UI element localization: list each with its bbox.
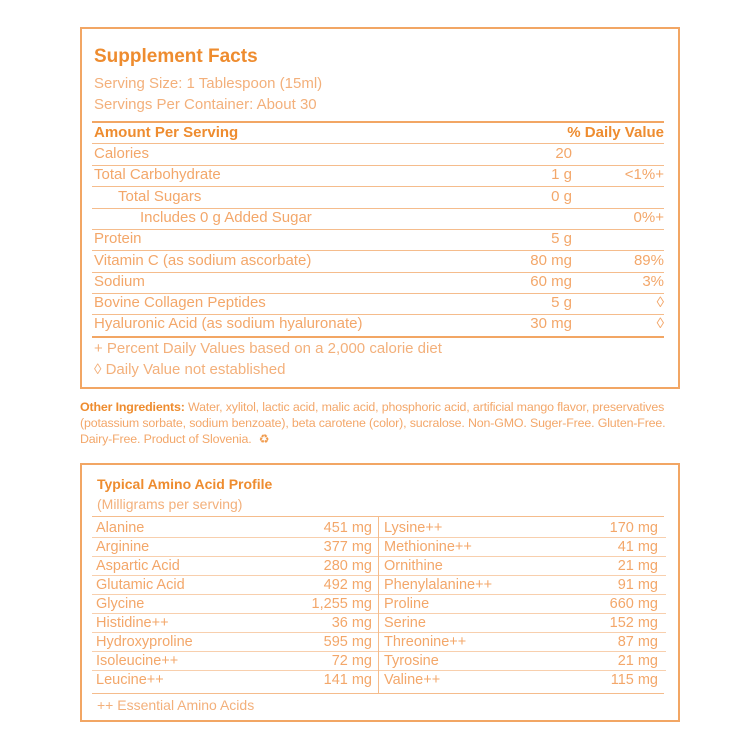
nutrient-row xyxy=(94,294,664,314)
amino-row xyxy=(380,652,666,671)
amino-value: 170 mg xyxy=(609,520,658,536)
nutrient-daily-value: 3% xyxy=(642,272,664,290)
amino-row xyxy=(92,538,380,557)
amino-row xyxy=(380,576,666,595)
amino-name: Alanine xyxy=(96,520,145,536)
amino-name: Ornithine xyxy=(384,558,443,574)
amino-value: 492 mg xyxy=(323,577,372,593)
other-ingredients xyxy=(80,399,686,447)
nutrient-amount: 80 mg xyxy=(530,251,572,269)
amino-value: 660 mg xyxy=(609,596,658,612)
recycle-icon: ♻ xyxy=(258,432,270,446)
amino-name: Glycine xyxy=(96,596,145,612)
nutrient-row xyxy=(94,252,664,272)
nutrient-label: Hyaluronic Acid (as sodium hyaluronate) xyxy=(94,315,363,333)
amino-title: Typical Amino Acid Profile xyxy=(97,476,273,492)
amino-value: 141 mg xyxy=(323,672,372,688)
amino-name: Aspartic Acid xyxy=(96,558,180,574)
nutrient-row xyxy=(94,273,664,293)
amino-value: 36 mg xyxy=(331,615,372,631)
essential-amino-footnote: ++ Essential Amino Acids xyxy=(97,697,255,713)
column-divider xyxy=(378,517,379,693)
nutrient-row xyxy=(94,315,664,335)
supplement-facts-title: Supplement Facts xyxy=(94,46,258,67)
amino-value: 377 mg xyxy=(323,539,372,555)
amino-row xyxy=(380,557,666,576)
amino-subtitle: (Milligrams per serving) xyxy=(97,496,243,512)
amino-column-right xyxy=(380,519,666,690)
amino-name: Proline xyxy=(384,596,430,612)
amino-value: 21 mg xyxy=(617,558,658,574)
amino-row xyxy=(380,595,666,614)
amino-row xyxy=(380,671,666,690)
amino-row xyxy=(92,652,380,671)
amino-row xyxy=(380,538,666,557)
amino-name: Arginine xyxy=(96,539,150,555)
nutrient-label: Sodium xyxy=(94,272,145,290)
nutrient-label: Vitamin C (as sodium ascorbate) xyxy=(94,251,312,269)
amino-row xyxy=(92,519,380,538)
amino-name: Lysine++ xyxy=(384,520,443,536)
nutrient-daily-value: ◊ xyxy=(656,315,664,333)
amino-name: Tyrosine xyxy=(384,653,439,669)
facts-header-row xyxy=(94,124,664,144)
amino-value: 280 mg xyxy=(323,558,372,574)
nutrient-label: Calories xyxy=(94,145,150,162)
amino-value: 91 mg xyxy=(617,577,658,593)
percent-dv-note: + Percent Daily Values based on a 2,000 calorie diet xyxy=(94,340,442,357)
dv-not-established-note: ◊ Daily Value not established xyxy=(94,361,286,378)
nutrient-row xyxy=(94,230,664,250)
amino-value: 595 mg xyxy=(323,634,372,650)
divider xyxy=(92,121,664,123)
other-ingredients-text: Water, xylitol, lactic acid, malic acid, phosphoric acid, artificial mango flavor, preservatives (potassium sorbate, sodium benzoate), beta carotene (color), sucralose. Non-GMO. Suger-Free. Gluten-Free. Dairy-Free. Product of Slovenia. xyxy=(80,400,666,446)
amino-row xyxy=(380,633,666,652)
amino-row xyxy=(92,595,380,614)
amino-column-left xyxy=(92,519,380,690)
divider xyxy=(92,143,664,144)
amino-row xyxy=(92,671,380,690)
amino-name: Glutamic Acid xyxy=(96,577,185,593)
amino-value: 115 mg xyxy=(610,672,658,688)
nutrient-row xyxy=(94,145,664,165)
amino-name: Isoleucine++ xyxy=(96,653,179,669)
amino-row xyxy=(92,633,380,652)
nutrient-daily-value: ◊ xyxy=(656,294,664,312)
amino-acid-panel xyxy=(80,463,680,722)
nutrient-amount: 5 g xyxy=(551,230,572,248)
amino-value: 72 mg xyxy=(331,653,372,669)
nutrient-daily-value: 0%+ xyxy=(633,208,664,226)
amino-row xyxy=(92,576,380,595)
amino-row xyxy=(92,557,380,576)
nutrient-label: Total Carbohydrate xyxy=(94,166,221,184)
nutrient-daily-value: <1%+ xyxy=(624,166,664,184)
nutrient-amount: 60 mg xyxy=(530,272,572,290)
nutrient-amount: 30 mg xyxy=(530,315,572,333)
amino-name: Leucine++ xyxy=(96,672,164,688)
serving-size: Serving Size: 1 Tablespoon (15ml) xyxy=(94,75,323,92)
nutrient-amount: 20 xyxy=(555,145,572,162)
other-ingredients-label: Other Ingredients: xyxy=(80,400,185,414)
amount-per-serving-header: Amount Per Serving xyxy=(94,124,239,141)
nutrient-label: Bovine Collagen Peptides xyxy=(94,294,266,312)
amino-row xyxy=(380,519,666,538)
amino-row xyxy=(380,614,666,633)
amino-name: Serine xyxy=(384,615,426,631)
servings-per-container: Servings Per Container: About 30 xyxy=(94,96,317,113)
supplement-facts-panel xyxy=(80,27,680,389)
nutrient-row xyxy=(94,209,664,229)
divider xyxy=(92,693,664,694)
amino-name: Hydroxyproline xyxy=(96,634,193,650)
amino-name: Phenylalanine++ xyxy=(384,577,493,593)
amino-value: 21 mg xyxy=(617,653,658,669)
amino-name: Histidine++ xyxy=(96,615,169,631)
nutrient-label: Total Sugars xyxy=(118,187,202,205)
nutrient-daily-value: 89% xyxy=(633,251,664,269)
nutrient-row xyxy=(94,188,664,208)
nutrient-amount: 1 g xyxy=(551,166,572,184)
nutrient-row xyxy=(94,166,664,186)
divider xyxy=(92,336,664,338)
amino-name: Valine++ xyxy=(384,672,441,688)
amino-value: 451 mg xyxy=(323,520,372,536)
nutrient-label: Includes 0 g Added Sugar xyxy=(140,208,312,226)
amino-value: 1,255 mg xyxy=(311,596,372,612)
nutrient-amount: 5 g xyxy=(551,294,572,312)
amino-value: 152 mg xyxy=(609,615,658,631)
amino-name: Methionine++ xyxy=(384,539,472,555)
amino-value: 41 mg xyxy=(617,539,658,555)
nutrient-amount: 0 g xyxy=(551,187,572,205)
amino-name: Threonine++ xyxy=(384,634,467,650)
amino-value: 87 mg xyxy=(617,634,658,650)
amino-row xyxy=(92,614,380,633)
daily-value-header: % Daily Value xyxy=(567,124,664,141)
nutrient-label: Protein xyxy=(94,230,142,248)
